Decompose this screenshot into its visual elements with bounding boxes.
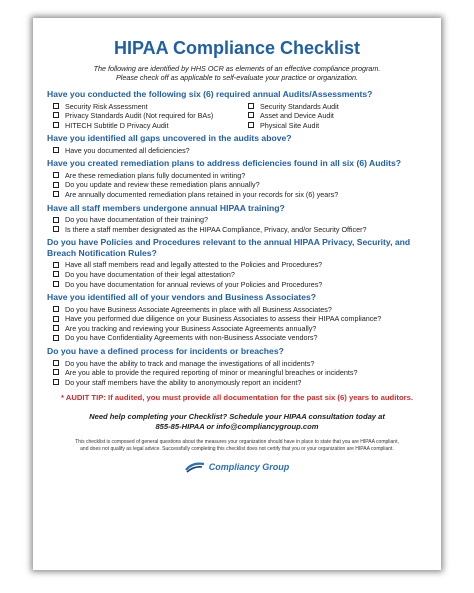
subtitle-line-2: Please check off as applicable to self-evaluate your practice or organization.	[115, 73, 359, 82]
question-gaps: Have you identified all gaps uncovered in the audits above?	[47, 133, 292, 144]
logo-swoosh-icon	[185, 461, 205, 473]
item-label: Have all staff members read and legally attested to the Policies and Procedures?	[65, 260, 323, 270]
question-policies	[47, 237, 427, 258]
item-label: Are you able to provide the required reporting of minor or meaningful breaches or incidents?	[65, 368, 358, 378]
item-label: Do you have documentation for annual reviews of your Policies and Procedures?	[65, 279, 323, 289]
audits-checklist	[53, 102, 427, 131]
checkbox[interactable]	[248, 103, 254, 109]
item-label: Do you have documentation of their legal attestation?	[65, 269, 235, 279]
subtitle-line-1: The following are identified by HHS OCR as elements of an effective compliance program.	[93, 64, 381, 73]
checklist-item[interactable]	[53, 215, 427, 225]
gaps-checklist	[53, 146, 427, 156]
item-label: Privacy Standards Audit (Not required for BAs)	[65, 111, 214, 121]
checkbox[interactable]	[53, 191, 59, 197]
checklist-item[interactable]	[53, 305, 427, 315]
question-incidents: Do you have a defined process for incidents or breaches?	[47, 346, 284, 356]
checklist-item[interactable]	[53, 102, 248, 112]
item-label: Do your staff members have the ability to anonymously report an incident?	[65, 377, 302, 387]
remediation-checklist	[53, 171, 427, 200]
checklist-item[interactable]	[53, 333, 427, 343]
checklist-item[interactable]	[53, 146, 427, 156]
checkbox[interactable]	[53, 306, 59, 312]
item-label: Is there a staff member designated as the HIPAA Compliance, Privacy, and/or Security Officer?	[65, 224, 367, 234]
checkbox[interactable]	[53, 112, 59, 118]
checkbox[interactable]	[53, 103, 59, 109]
item-label: Have you documented all deficiencies?	[65, 145, 190, 155]
question-remediation: Have you created remediation plans to address deficiencies found in all six (6) Audits?	[47, 158, 402, 169]
item-label: Are annually documented remediation plans retained in your records for six (6) years?	[65, 190, 339, 200]
policies-checklist	[53, 260, 427, 289]
checklist-item[interactable]	[53, 171, 427, 181]
training-checklist	[53, 215, 427, 234]
checklist-item[interactable]	[53, 121, 248, 131]
checklist-item[interactable]	[248, 111, 428, 121]
item-label: Do you have the ability to track and manage the investigations of all incidents?	[65, 358, 315, 368]
checkbox[interactable]	[53, 217, 59, 223]
item-label: Security Standards Audit	[260, 101, 339, 111]
question-training: Have all staff members undergone annual HIPAA training?	[47, 202, 285, 213]
checkbox[interactable]	[53, 316, 59, 322]
checkbox[interactable]	[53, 379, 59, 385]
checkbox[interactable]	[53, 262, 59, 268]
checkbox[interactable]	[53, 147, 59, 153]
item-label: Have you performed due diligence on your Business Associates to assess their HIPAA compliance?	[65, 314, 382, 324]
question-line-1: Do you have Policies and Procedures relevant to the annual HIPAA Privacy, Security, and	[47, 237, 411, 248]
checkbox[interactable]	[53, 369, 59, 375]
disclaimer	[51, 439, 423, 452]
checklist-item[interactable]	[53, 260, 427, 270]
checkbox[interactable]	[53, 172, 59, 178]
item-label: Asset and Device Audit	[260, 111, 334, 121]
item-label: Do you have Confidentiality Agreements with non-Business Associate vendors?	[65, 333, 318, 343]
item-label: Are these remediation plans fully documented in writing?	[65, 170, 246, 180]
item-label: Physical Site Audit	[260, 120, 320, 130]
logo-text: Compliancy Group	[208, 462, 290, 473]
checklist-item[interactable]	[53, 324, 427, 334]
page-title: HIPAA Compliance Checklist	[113, 38, 361, 58]
checklist-item[interactable]	[248, 121, 428, 131]
checklist-page	[33, 18, 441, 570]
checkbox[interactable]	[53, 122, 59, 128]
incidents-checklist	[53, 359, 427, 388]
company-logo	[47, 461, 427, 473]
checkbox[interactable]	[53, 360, 59, 366]
checklist-item[interactable]	[53, 180, 427, 190]
item-label: Do you have Business Associate Agreements in place with all Business Associates?	[65, 304, 332, 314]
checkbox[interactable]	[248, 122, 254, 128]
disclaimer-line-1: This checklist is composed of general questions about the measures your organization should have in place to state that you are HIPAA compliant,	[75, 439, 399, 446]
audit-tip: * AUDIT TIP: If audited, you must provide all documentation for the past six (6) years to auditors.	[60, 393, 414, 403]
checkbox[interactable]	[53, 325, 59, 331]
question-vendors: Have you identified all of your vendors and Business Associates?	[47, 292, 317, 303]
page-subtitle	[47, 64, 427, 82]
checklist-item[interactable]	[53, 225, 427, 235]
checklist-item[interactable]	[53, 368, 427, 378]
checkbox[interactable]	[53, 335, 59, 341]
checkbox[interactable]	[248, 112, 254, 118]
checklist-item[interactable]	[248, 102, 428, 112]
question-audits: Have you conducted the following six (6) required annual Audits/Assessments?	[47, 89, 373, 99]
help-contact-link[interactable]: 855-85-HIPAA or info@compliancygroup.com	[155, 422, 319, 432]
checklist-item[interactable]	[53, 378, 427, 388]
checklist-item[interactable]	[53, 190, 427, 200]
checklist-item[interactable]	[53, 314, 427, 324]
item-label: Are you tracking and reviewing your Business Associate Agreements annually?	[65, 323, 317, 333]
disclaimer-line-2: and does not qualify as legal advice. Successfully completing this checklist does not certify that you or your organization are HIPAA compliant.	[80, 445, 394, 452]
help-text	[47, 412, 427, 432]
vendors-checklist	[53, 305, 427, 343]
checkbox[interactable]	[53, 182, 59, 188]
checkbox[interactable]	[53, 281, 59, 287]
item-label: Security Risk Assessment	[65, 101, 148, 111]
checkbox[interactable]	[53, 226, 59, 232]
checklist-item[interactable]	[53, 270, 427, 280]
question-line-2: Breach Notification Rules?	[47, 247, 157, 258]
checkbox[interactable]	[53, 271, 59, 277]
checklist-item[interactable]	[53, 359, 427, 369]
checklist-item[interactable]	[53, 280, 427, 290]
item-label: Do you have documentation of their training?	[65, 215, 209, 225]
item-label: Do you update and review these remediation plans annually?	[65, 180, 260, 190]
help-line-1: Need help completing your Checklist? Schedule your HIPAA consultation today at	[89, 412, 385, 422]
checklist-item[interactable]	[53, 111, 248, 121]
item-label: HITECH Subtitle D Privacy Audit	[65, 120, 169, 130]
